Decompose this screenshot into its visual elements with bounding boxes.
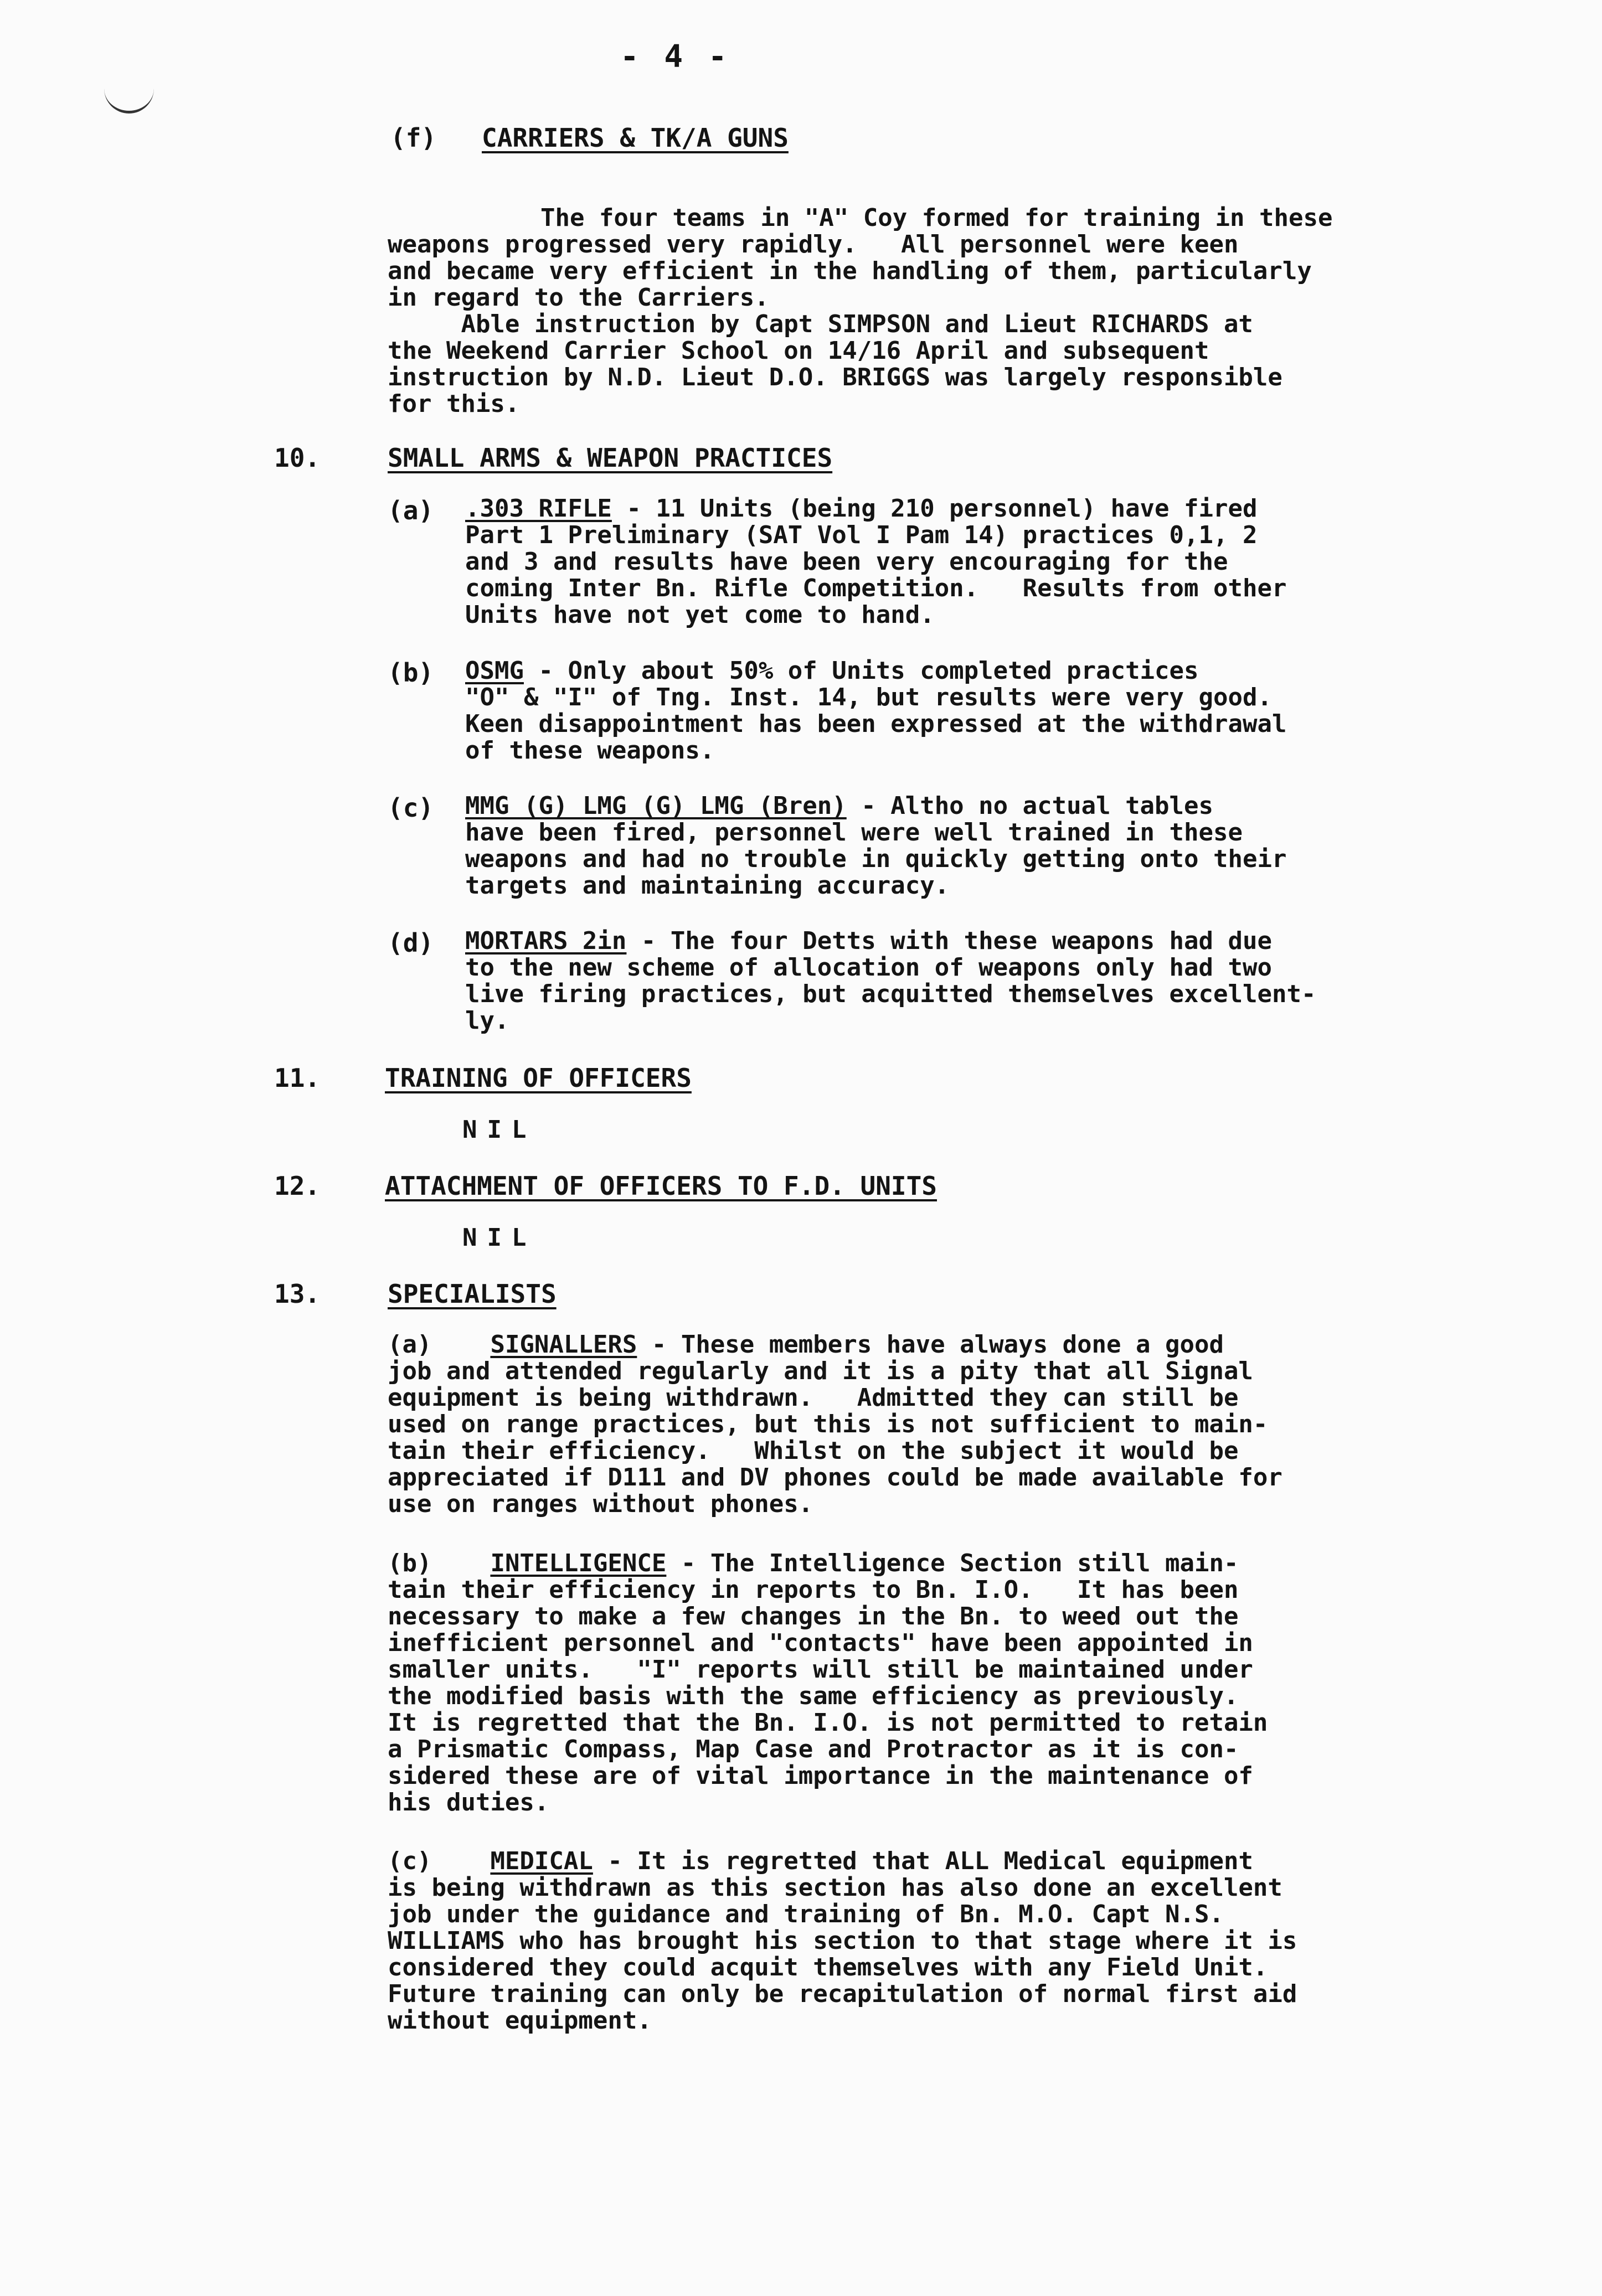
s10-d-label: (d) (388, 928, 434, 958)
s10-d-body: - The four Detts with these weapons had due to the new scheme of allocation of weapons only had two live firing practices, but acquitted themselves excellent- ly. (465, 927, 1316, 1035)
section-13-heading: SPECIALISTS (388, 1279, 557, 1309)
section-13-number: 13. (274, 1279, 321, 1309)
s10-a-body: - 11 Units (being 210 personnel) have fired Part 1 Preliminary (SAT Vol I Pam 14) practices 0,1, 2 and 3 and results have been very encouraging for the coming Inter Bn. Rifle Competition. Results from other Units have not yet come to hand. (465, 494, 1287, 629)
s10-d-text (465, 928, 1316, 1034)
s10-d-title: MORTARS 2in (465, 927, 627, 955)
sub-f-para-1-text: The four teams in "A" Coy formed for training in these weapons progressed very rapidly. All personnel were keen and became very efficient in the handling of them, particularly in regard to the Carriers. (388, 204, 1333, 312)
s13-b-body: - The Intelligence Section still main- tain their efficiency in reports to Bn. I.O. It has been necessary to make a few changes in the Bn. to weed out the inefficient personnel and "contacts" have been appointed in smaller units. "I" reports will still be maintained under the modified basis with the same efficiency as previously. It is regretted that the Bn. I.O. is not permitted to retain a Prismatic Compass, Map Case and Protractor as it is con- sidered these are of vital importance in the maintenance of his duties. (388, 1549, 1268, 1817)
s13-c-text (388, 1848, 1297, 2034)
s10-b-body: - Only about 50% of Units completed practices "O" & "I" of Tng. Inst. 14, but results were very good. Keen disappointment has been expressed at the withdrawal of these weapons. (465, 657, 1287, 765)
s10-c-label: (c) (388, 793, 434, 823)
section-11-heading: TRAINING OF OFFICERS (385, 1063, 692, 1093)
s13-a-body: - These members have always done a good job and attended regularly and it is a pity that all Signal equipment is being withdrawn. Admitted they can still be used on range practices, but this is not sufficient to main- tain their efficiency. Whilst on the subject it would be appreciated if D111 and DV phones could be made available for use on ranges without phones. (388, 1330, 1282, 1518)
s10-a-text (465, 496, 1286, 628)
s10-c-text (465, 793, 1286, 899)
s13-a-title: SIGNALLERS (490, 1330, 637, 1359)
s13-b-text (388, 1550, 1268, 1816)
section-10-number: 10. (274, 443, 321, 473)
section-12-heading: ATTACHMENT OF OFFICERS TO F.D. UNITS (385, 1171, 937, 1201)
punch-hole-mark (104, 83, 154, 113)
s13-c-label: (c) (388, 1847, 432, 1875)
section-11-body: NIL (462, 1116, 537, 1144)
s13-b-title: INTELLIGENCE (490, 1549, 667, 1577)
s13-c-title: MEDICAL (490, 1847, 593, 1875)
s13-b-label: (b) (388, 1549, 432, 1577)
section-11-number: 11. (274, 1063, 321, 1093)
s13-a-label: (a) (388, 1330, 432, 1359)
section-10-heading: SMALL ARMS & WEAPON PRACTICES (388, 443, 833, 473)
s10-b-text (465, 658, 1286, 764)
s13-c-body: - It is regretted that ALL Medical equipment is being withdrawn as this section has also done an excellent job under the guidance and training of Bn. M.O. Capt N.S. WILLIAMS who has brought his section to that stage where it is considered they could acquit themselves with any Field Unit. Future training can only be recapitulation of normal first aid without equipment. (388, 1847, 1297, 2035)
sub-f-label: (f) (390, 123, 437, 153)
section-12-body: NIL (462, 1224, 537, 1252)
s10-c-title: MMG (G) LMG (G) LMG (Bren) (465, 792, 847, 820)
s13-a-text (388, 1332, 1282, 1518)
s10-a-title: .303 RIFLE (465, 494, 612, 523)
section-12-number: 12. (274, 1171, 321, 1201)
sub-f-heading: CARRIERS & TK/A GUNS (482, 123, 789, 153)
s10-b-label: (b) (388, 658, 434, 688)
s10-b-title: OSMG (465, 657, 524, 685)
s10-a-label: (a) (388, 496, 434, 525)
sub-f-para-2: Able instruction by Capt SIMPSON and Lieut RICHARDS at the Weekend Carrier School on 14/16 April and subsequent instruction by N.D. Lieut D.O. BRIGGS was largely responsible for this. (388, 310, 1282, 418)
s10-c-body: - Altho no actual tables have been fired, personnel were well trained in these weapons and had no trouble in quickly getting onto their targets and maintaining accuracy. (465, 792, 1287, 900)
page-number: - 4 - (620, 39, 730, 75)
